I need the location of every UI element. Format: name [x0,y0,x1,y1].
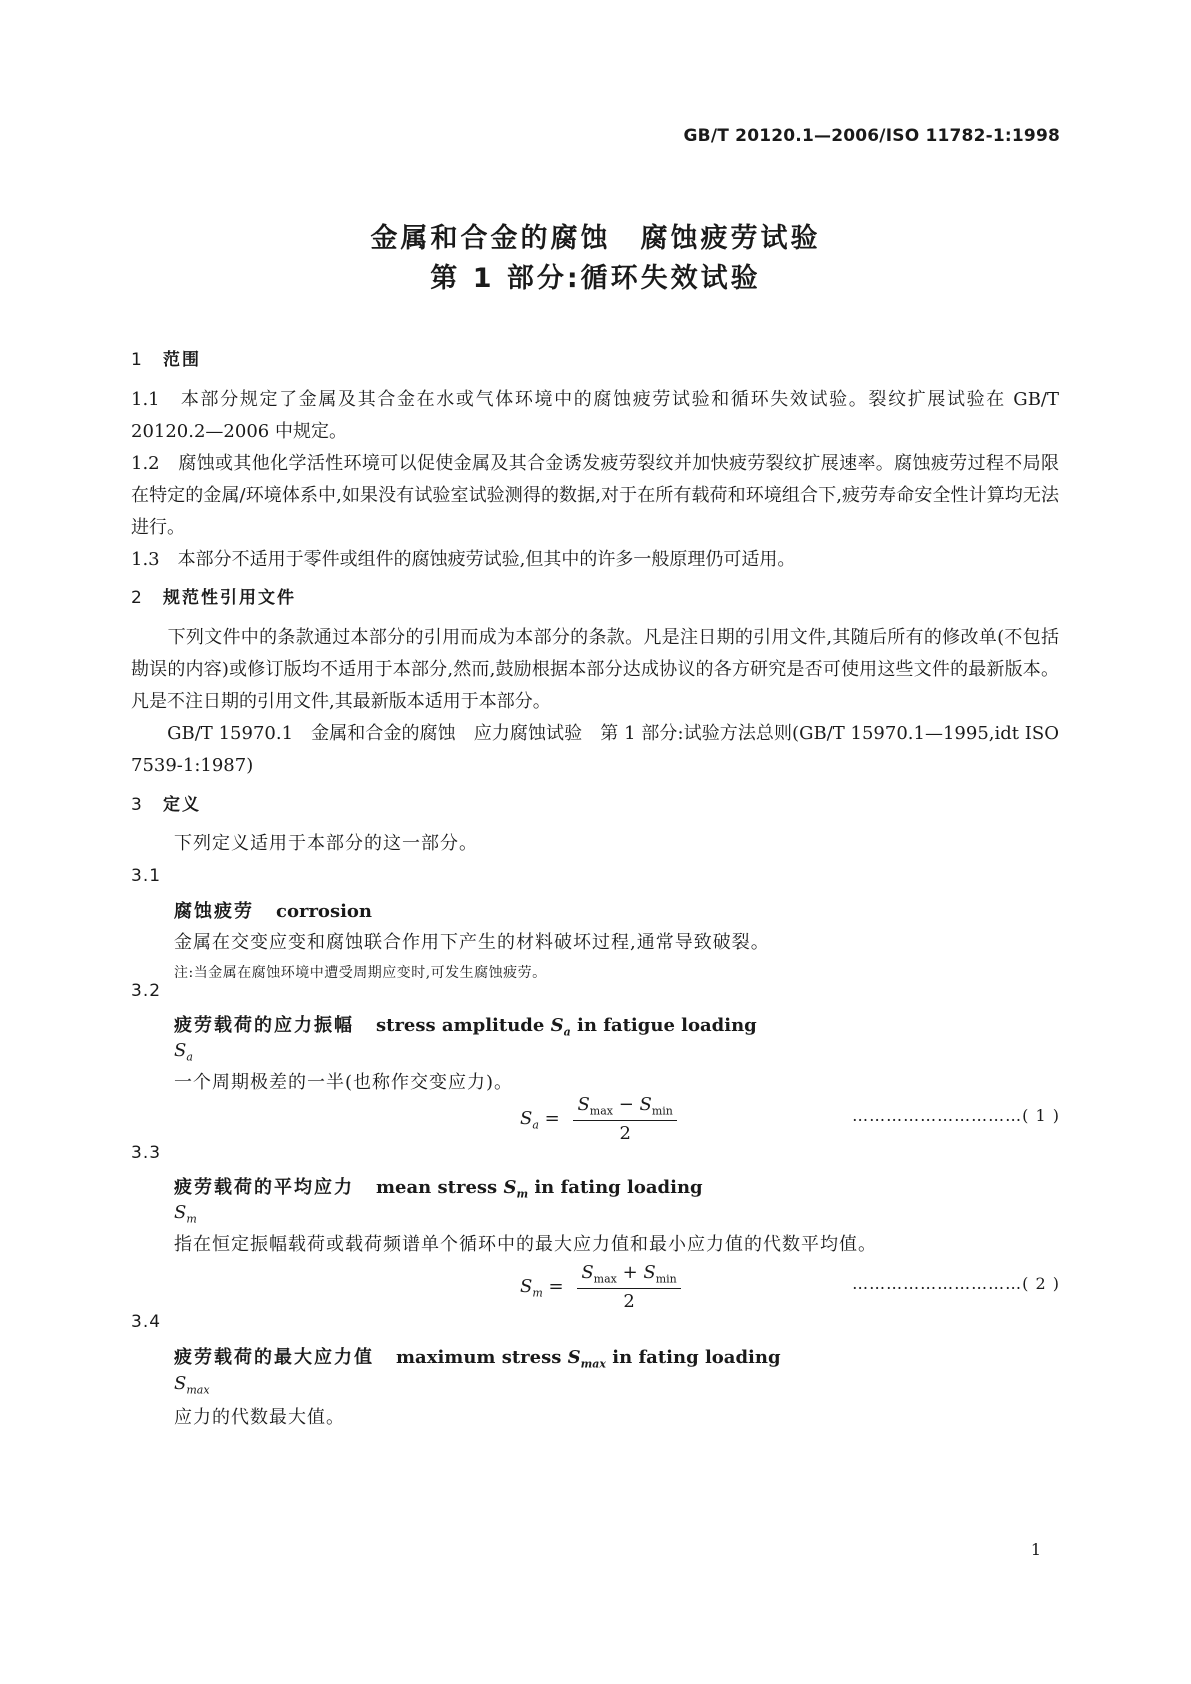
section-title: 定义 [163,795,201,815]
term-english: stress amplitude $S_a$ in fatigue loading [376,1015,757,1039]
term-english: corrosion [276,901,373,922]
clause-1-3: 1.3 本部分不适用于零件或组件的腐蚀疲劳试验,但其中的许多一般原理仍可适用。 [131,549,796,570]
term-english: mean stress $S_m$ in fating loading [376,1177,703,1201]
clause-number: 3.4 [131,1312,162,1332]
normative-references-text: 下列文件中的条款通过本部分的引用而成为本部分的条款。凡是注日期的引用文件,其随后所有的修改单(不包括勘误的内容)或修订版均不适用于本部分,然而,鼓励根据本部分达成协议的各方研究是否可使用这些文件的最新版本。凡是不注日期的引用文件,其最新版本适用于本部分。 [131,627,1059,712]
clause-1-1: 1.1 本部分规定了金属及其合金在水或气体环境中的腐蚀疲劳试验和循环失效试验。裂纹扩展试验在 GB/T 20120.2—2006 中规定。 [131,389,1059,442]
equation-number-1: …………………………( 1 ) [852,1106,1060,1125]
document-title-line1: 金属和合金的腐蚀 腐蚀疲劳试验 [370,223,821,254]
definitions-intro: 下列定义适用于本部分的这一部分。 [174,833,478,854]
clause-number: 3.2 [131,981,162,1001]
section-number: 1 [131,350,144,370]
section-1-heading [131,345,201,370]
section-title: 范围 [163,350,201,370]
standard-number: GB/T 20120.1—2006/ISO 11782-1:1998 [683,126,1060,146]
symbol-3-4: $S_{max}$ [174,1373,210,1397]
equation-1: $S_a$ = $\frac{S_{max} - S_{min}}{2}$ [520,1094,677,1144]
symbol-3-2: $S_a$ [174,1040,193,1064]
symbol-3-3: $S_m$ [174,1202,197,1226]
section-number: 2 [131,588,144,608]
section-2-heading [131,583,296,608]
term-3-2 [174,1011,757,1039]
equation-2: $S_m$ = $\frac{S_{max} + S_{min}}{2}$ [520,1262,681,1312]
definition-3-3: 指在恒定振幅载荷或载荷频谱单个循环中的最大应力值和最小应力值的代数平均值。 [174,1234,877,1255]
definition-3-1: 金属在交变应变和腐蚀联合作用下产生的材料破坏过程,通常导致破裂。 [174,932,770,953]
equation-number-2: …………………………( 2 ) [852,1274,1060,1293]
document-title-line2: 第 1 部分:循环失效试验 [430,263,761,294]
definition-3-4: 应力的代数最大值。 [174,1407,345,1428]
page-number: 1 [1030,1540,1041,1559]
term-english: maximum stress $S_{max}$ in fating loading [396,1347,781,1371]
term-3-1 [174,897,372,923]
clause-number: 3.3 [131,1143,162,1163]
definition-3-2: 一个周期极差的一半(也称作交变应力)。 [174,1072,514,1093]
term-chinese: 疲劳载荷的平均应力 [174,1177,354,1198]
section-number: 3 [131,795,144,815]
term-chinese: 疲劳载荷的应力振幅 [174,1015,354,1036]
clause-1-2: 1.2 腐蚀或其他化学活性环境可以促使金属及其合金诱发疲劳裂纹并加快疲劳裂纹扩展速率。腐蚀疲劳过程不局限在特定的金属/环境体系中,如果没有试验室试验测得的数据,对于在所有载荷和环境组合下,疲劳寿命安全性计算均无法进行。 [131,453,1059,538]
term-3-4 [174,1343,781,1371]
clause-number: 3.1 [131,866,162,886]
term-chinese: 腐蚀疲劳 [174,901,254,922]
term-chinese: 疲劳载荷的最大应力值 [174,1347,374,1368]
section-3-heading [131,790,201,815]
note-3-1: 注:当金属在腐蚀环境中遭受周期应变时,可发生腐蚀疲劳。 [174,965,547,981]
term-3-3 [174,1173,703,1201]
reference-gb-t-15970-1: GB/T 15970.1 金属和合金的腐蚀 应力腐蚀试验 第 1 部分:试验方法总则(GB/T 15970.1—1995,idt ISO 7539-1:1987) [131,723,1059,776]
section-title: 规范性引用文件 [163,588,296,608]
